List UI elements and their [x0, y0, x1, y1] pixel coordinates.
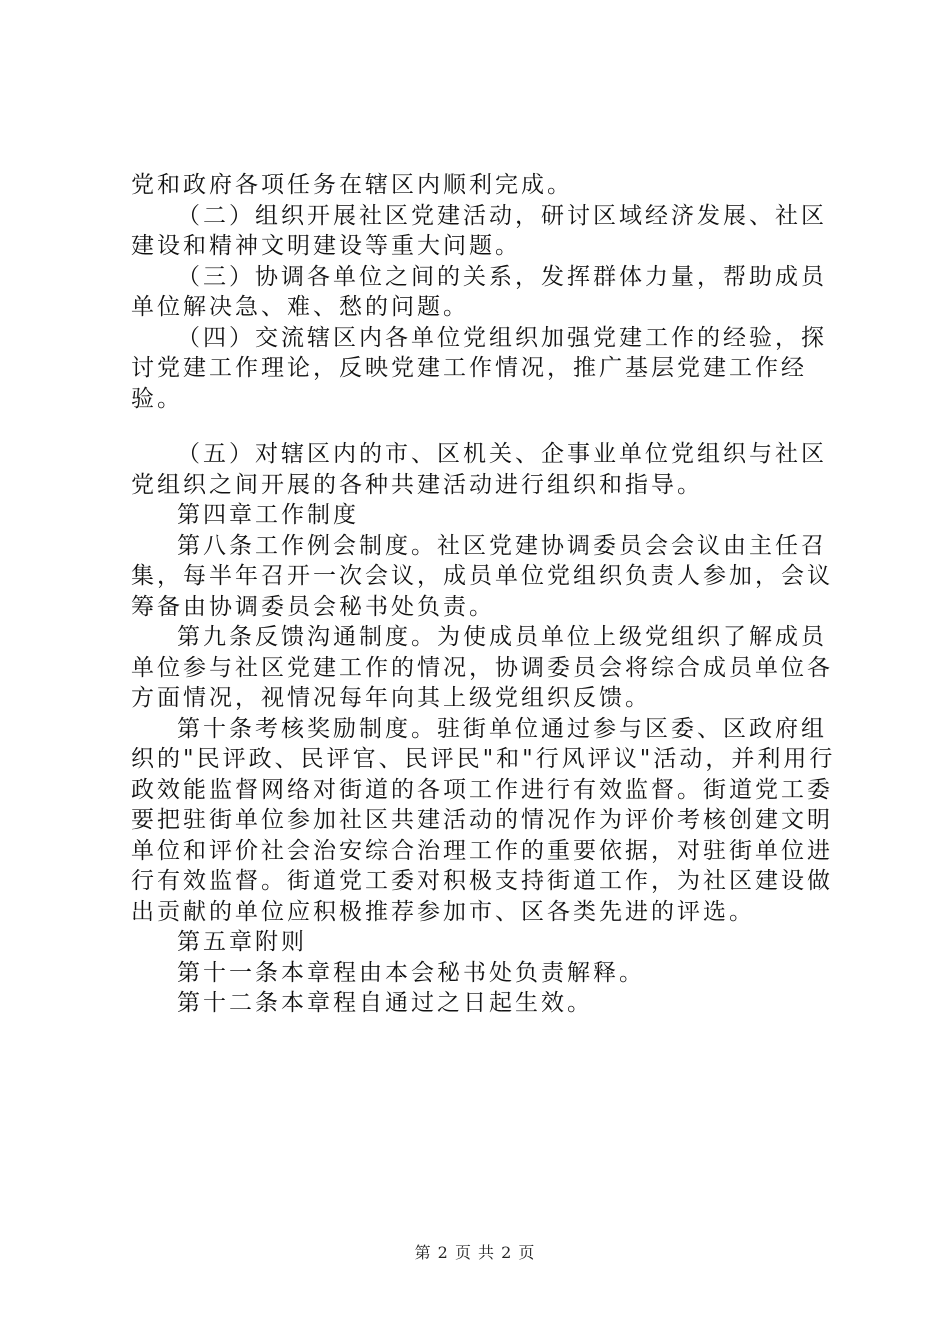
article-12: 第十二条本章程自通过之日起生效。 — [177, 990, 593, 1016]
paragraph-item-3: （三）协调各单位之间的关系，发挥群体力量，帮助成员单位解决急、难、愁的问题。 — [131, 263, 827, 320]
paragraph-continuation: 党和政府各项任务在辖区内顺利完成。 — [131, 172, 573, 198]
paragraph-item-2: （二）组织开展社区党建活动，研讨区域经济发展、社区建设和精神文明建设等重大问题。 — [131, 202, 827, 259]
article-8: 第八条工作例会制度。社区党建协调委员会会议由主任召集，每半年召开一次会议，成员单位党组织负责人参加，会议筹备由协调委员会秘书处负责。 — [131, 532, 833, 620]
chapter-4-heading: 第四章工作制度 — [177, 502, 359, 528]
paragraph-item-4: （四）交流辖区内各单位党组织加强党建工作的经验，探讨党建工作理论，反映党建工作情况，推广基层党建工作经验。 — [131, 324, 827, 412]
document-body — [131, 170, 849, 1019]
article-11: 第十一条本章程由本会秘书处负责解释。 — [177, 959, 645, 986]
page-number-footer: 第 2 页 共 2 页 — [414, 1243, 536, 1262]
article-9: 第九条反馈沟通制度。为使成员单位上级党组织了解成员单位参与社区党建工作的情况，协调委员会将综合成员单位各方面情况，视情况每年向其上级党组织反馈。 — [131, 624, 833, 711]
article-10: 第十条考核奖励制度。驻街单位通过参与区委、区政府组织的"民评政、民评官、民评民"和"行风评议"活动，并利用行政效能监督网络对街道的各项工作进行有效监督。街道党工委要把驻街单位参加社区共建活动的情况作为评价考核创建文明单位和评价社会治安综合治理工作的重要依据，对驻街单位进行有效监督。街道党工委对积极支持街道工作，为社区建设做出贡献的单位应积极推荐参加市、区各类先进的评选。 — [131, 715, 836, 925]
paragraph-item-5: （五）对辖区内的市、区机关、企事业单位党组织与社区党组织之间开展的各种共建活动进行组织和指导。 — [131, 441, 827, 498]
chapter-5-heading: 第五章附则 — [177, 929, 307, 955]
